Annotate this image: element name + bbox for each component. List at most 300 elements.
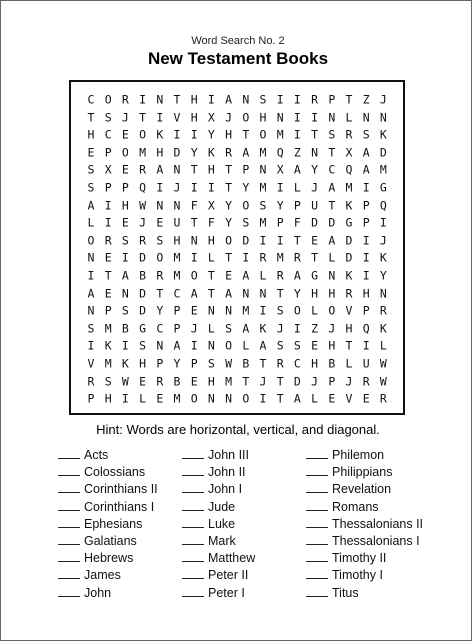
grid-letter[interactable]: O — [225, 233, 233, 248]
answer-blank[interactable] — [58, 499, 80, 511]
grid-letter[interactable]: T — [87, 109, 95, 124]
grid-letter[interactable]: S — [121, 303, 129, 318]
grid-letter[interactable]: M — [379, 162, 387, 177]
grid-letter[interactable]: S — [225, 321, 233, 336]
grid-letter[interactable]: R — [121, 92, 129, 107]
grid-letter[interactable]: H — [207, 233, 215, 248]
grid-letter[interactable]: P — [104, 303, 112, 318]
grid-letter[interactable]: H — [345, 321, 353, 336]
grid-letter[interactable]: I — [242, 250, 250, 265]
grid-letter[interactable]: Y — [225, 215, 233, 230]
grid-letter[interactable]: L — [345, 109, 353, 124]
grid-letter[interactable]: I — [293, 127, 301, 142]
grid-letter[interactable]: R — [139, 233, 147, 248]
grid-letter[interactable]: M — [104, 321, 112, 336]
grid-letter[interactable]: N — [242, 92, 250, 107]
grid-letter[interactable]: H — [311, 285, 319, 300]
grid-letter[interactable]: I — [190, 338, 198, 353]
grid-letter[interactable]: N — [207, 391, 215, 406]
grid-letter[interactable]: N — [156, 92, 164, 107]
grid-letter[interactable]: H — [362, 285, 370, 300]
grid-letter[interactable]: A — [225, 92, 233, 107]
grid-letter[interactable]: O — [121, 145, 129, 160]
grid-letter[interactable]: A — [328, 233, 336, 248]
grid-letter[interactable]: I — [259, 391, 267, 406]
grid-letter[interactable]: I — [362, 338, 370, 353]
grid-letter[interactable]: B — [242, 356, 250, 371]
grid-letter[interactable]: D — [379, 145, 387, 160]
grid-letter[interactable]: T — [207, 268, 215, 283]
answer-blank[interactable] — [182, 499, 204, 511]
grid-letter[interactable]: P — [362, 197, 370, 212]
grid-letter[interactable]: I — [293, 92, 301, 107]
grid-letter[interactable]: Y — [173, 356, 181, 371]
grid-letter[interactable]: C — [173, 285, 181, 300]
grid-letter[interactable]: T — [311, 127, 319, 142]
grid-letter[interactable]: T — [276, 285, 284, 300]
grid-letter[interactable]: B — [121, 321, 129, 336]
grid-letter[interactable]: C — [293, 356, 301, 371]
grid-letter[interactable]: I — [311, 109, 319, 124]
grid-letter[interactable]: T — [173, 92, 181, 107]
grid-letter[interactable]: R — [276, 356, 284, 371]
grid-letter[interactable]: J — [345, 373, 353, 388]
grid-letter[interactable]: M — [259, 180, 267, 195]
grid-letter[interactable]: E — [121, 162, 129, 177]
answer-blank[interactable] — [182, 533, 204, 545]
grid-letter[interactable]: D — [311, 215, 319, 230]
grid-letter[interactable]: I — [362, 250, 370, 265]
grid-letter[interactable]: H — [156, 145, 164, 160]
grid-letter[interactable]: N — [362, 109, 370, 124]
answer-blank[interactable] — [182, 447, 204, 459]
grid-letter[interactable]: I — [190, 250, 198, 265]
grid-letter[interactable]: H — [190, 92, 198, 107]
grid-letter[interactable]: H — [139, 356, 147, 371]
grid-letter[interactable]: U — [311, 197, 319, 212]
grid-letter[interactable]: C — [156, 321, 164, 336]
grid-letter[interactable]: S — [121, 233, 129, 248]
grid-letter[interactable]: X — [276, 162, 284, 177]
grid-letter[interactable]: X — [104, 162, 112, 177]
grid-letter[interactable]: S — [87, 180, 95, 195]
grid-letter[interactable]: N — [328, 268, 336, 283]
grid-letter[interactable]: T — [259, 356, 267, 371]
grid-letter[interactable]: H — [311, 356, 319, 371]
grid-letter[interactable]: E — [156, 391, 164, 406]
grid-letter[interactable]: P — [328, 373, 336, 388]
grid-letter[interactable]: H — [259, 109, 267, 124]
grid-letter[interactable]: R — [345, 285, 353, 300]
grid-letter[interactable]: Y — [207, 127, 215, 142]
grid-letter[interactable]: K — [379, 250, 387, 265]
grid-letter[interactable]: P — [190, 356, 198, 371]
grid-letter[interactable]: M — [259, 145, 267, 160]
grid-letter[interactable]: V — [173, 109, 181, 124]
answer-blank[interactable] — [306, 481, 328, 493]
grid-letter[interactable]: I — [276, 233, 284, 248]
grid-letter[interactable]: C — [104, 127, 112, 142]
grid-letter[interactable]: S — [139, 338, 147, 353]
grid-letter[interactable]: A — [225, 285, 233, 300]
grid-letter[interactable]: I — [173, 127, 181, 142]
grid-letter[interactable]: A — [87, 285, 95, 300]
grid-letter[interactable]: W — [139, 197, 147, 212]
grid-letter[interactable]: P — [104, 145, 112, 160]
grid-letter[interactable]: M — [173, 391, 181, 406]
grid-letter[interactable]: D — [293, 373, 301, 388]
grid-letter[interactable]: Y — [311, 162, 319, 177]
grid-letter[interactable]: V — [345, 391, 353, 406]
answer-blank[interactable] — [58, 585, 80, 597]
grid-letter[interactable]: Y — [242, 180, 250, 195]
grid-letter[interactable]: L — [328, 250, 336, 265]
grid-letter[interactable]: H — [173, 233, 181, 248]
grid-letter[interactable]: H — [328, 285, 336, 300]
grid-letter[interactable]: A — [121, 268, 129, 283]
grid-letter[interactable]: A — [362, 145, 370, 160]
grid-letter[interactable]: E — [328, 391, 336, 406]
grid-letter[interactable]: R — [379, 391, 387, 406]
grid-letter[interactable]: A — [242, 145, 250, 160]
grid-letter[interactable]: E — [225, 268, 233, 283]
grid-letter[interactable]: N — [207, 338, 215, 353]
grid-letter[interactable]: K — [156, 127, 164, 142]
grid-letter[interactable]: N — [379, 285, 387, 300]
grid-letter[interactable]: R — [379, 303, 387, 318]
grid-letter[interactable]: T — [242, 373, 250, 388]
grid-letter[interactable]: N — [173, 197, 181, 212]
grid-letter[interactable]: K — [121, 356, 129, 371]
grid-letter[interactable]: M — [276, 250, 284, 265]
grid-letter[interactable]: I — [293, 109, 301, 124]
grid-letter[interactable]: E — [121, 215, 129, 230]
grid-letter[interactable]: P — [276, 215, 284, 230]
grid-letter[interactable]: X — [345, 145, 353, 160]
grid-letter[interactable]: Q — [362, 321, 370, 336]
grid-letter[interactable]: J — [379, 92, 387, 107]
grid-letter[interactable]: V — [345, 303, 353, 318]
grid-letter[interactable]: D — [139, 250, 147, 265]
grid-letter[interactable]: J — [173, 180, 181, 195]
grid-letter[interactable]: R — [225, 145, 233, 160]
grid-letter[interactable]: S — [362, 127, 370, 142]
answer-blank[interactable] — [58, 533, 80, 545]
grid-letter[interactable]: E — [190, 303, 198, 318]
grid-letter[interactable]: A — [259, 338, 267, 353]
grid-letter[interactable]: R — [104, 233, 112, 248]
grid-letter[interactable]: O — [293, 303, 301, 318]
grid-letter[interactable]: P — [156, 356, 164, 371]
answer-blank[interactable] — [58, 464, 80, 476]
grid-letter[interactable]: L — [207, 321, 215, 336]
grid-letter[interactable]: I — [156, 180, 164, 195]
grid-letter[interactable]: Y — [379, 268, 387, 283]
grid-letter[interactable]: P — [362, 303, 370, 318]
grid-letter[interactable]: N — [259, 285, 267, 300]
grid-letter[interactable]: I — [276, 92, 284, 107]
grid-letter[interactable]: H — [121, 197, 129, 212]
grid-letter[interactable]: E — [121, 127, 129, 142]
grid-letter[interactable]: I — [121, 338, 129, 353]
grid-letter[interactable]: S — [259, 197, 267, 212]
grid-letter[interactable]: Q — [345, 162, 353, 177]
answer-blank[interactable] — [306, 567, 328, 579]
grid-letter[interactable]: T — [225, 250, 233, 265]
grid-letter[interactable]: I — [293, 321, 301, 336]
grid-letter[interactable]: E — [362, 391, 370, 406]
grid-letter[interactable]: H — [104, 391, 112, 406]
answer-blank[interactable] — [182, 516, 204, 528]
grid-letter[interactable]: R — [276, 268, 284, 283]
grid-letter[interactable]: H — [207, 373, 215, 388]
grid-letter[interactable]: J — [259, 373, 267, 388]
grid-letter[interactable]: O — [87, 233, 95, 248]
grid-letter[interactable]: O — [156, 250, 164, 265]
grid-letter[interactable]: F — [293, 215, 301, 230]
grid-letter[interactable]: N — [156, 197, 164, 212]
grid-letter[interactable]: N — [156, 338, 164, 353]
grid-letter[interactable]: G — [345, 215, 353, 230]
answer-blank[interactable] — [306, 516, 328, 528]
grid-letter[interactable]: W — [379, 356, 387, 371]
grid-letter[interactable]: N — [190, 233, 198, 248]
grid-letter[interactable]: Z — [362, 92, 370, 107]
grid-letter[interactable]: B — [328, 356, 336, 371]
grid-letter[interactable]: O — [139, 127, 147, 142]
grid-letter[interactable]: N — [311, 145, 319, 160]
grid-letter[interactable]: N — [225, 391, 233, 406]
grid-letter[interactable]: Z — [293, 145, 301, 160]
grid-letter[interactable]: R — [345, 127, 353, 142]
grid-letter[interactable]: J — [328, 321, 336, 336]
grid-letter[interactable]: S — [259, 92, 267, 107]
answer-blank[interactable] — [58, 516, 80, 528]
grid-letter[interactable]: O — [242, 197, 250, 212]
grid-letter[interactable]: K — [345, 197, 353, 212]
grid-letter[interactable]: P — [362, 215, 370, 230]
grid-letter[interactable]: A — [173, 338, 181, 353]
grid-letter[interactable]: S — [156, 233, 164, 248]
grid-letter[interactable]: T — [190, 215, 198, 230]
grid-letter[interactable]: I — [276, 180, 284, 195]
grid-letter[interactable]: V — [87, 356, 95, 371]
grid-letter[interactable]: A — [293, 162, 301, 177]
grid-letter[interactable]: I — [362, 233, 370, 248]
grid-letter[interactable]: M — [276, 127, 284, 142]
answer-blank[interactable] — [58, 481, 80, 493]
grid-letter[interactable]: W — [121, 373, 129, 388]
grid-letter[interactable]: R — [293, 250, 301, 265]
grid-letter[interactable]: J — [311, 180, 319, 195]
grid-letter[interactable]: J — [379, 233, 387, 248]
grid-letter[interactable]: N — [173, 162, 181, 177]
grid-letter[interactable]: N — [225, 303, 233, 318]
grid-letter[interactable]: A — [87, 197, 95, 212]
grid-letter[interactable]: E — [139, 373, 147, 388]
grid-letter[interactable]: T — [328, 197, 336, 212]
grid-letter[interactable]: I — [104, 215, 112, 230]
grid-letter[interactable]: A — [293, 391, 301, 406]
grid-letter[interactable]: S — [276, 303, 284, 318]
grid-letter[interactable]: Y — [276, 197, 284, 212]
grid-letter[interactable]: S — [293, 338, 301, 353]
grid-letter[interactable]: T — [190, 162, 198, 177]
grid-letter[interactable]: C — [328, 162, 336, 177]
grid-letter[interactable]: T — [207, 285, 215, 300]
answer-blank[interactable] — [58, 550, 80, 562]
grid-letter[interactable]: L — [345, 356, 353, 371]
grid-letter[interactable]: P — [87, 391, 95, 406]
grid-letter[interactable]: D — [345, 250, 353, 265]
grid-letter[interactable]: L — [293, 180, 301, 195]
answer-blank[interactable] — [306, 464, 328, 476]
grid-letter[interactable]: I — [104, 197, 112, 212]
grid-letter[interactable]: Y — [225, 197, 233, 212]
grid-letter[interactable]: K — [104, 338, 112, 353]
grid-letter[interactable]: D — [328, 215, 336, 230]
grid-letter[interactable]: B — [139, 268, 147, 283]
grid-letter[interactable]: I — [121, 250, 129, 265]
grid-letter[interactable]: P — [328, 92, 336, 107]
grid-letter[interactable]: H — [225, 127, 233, 142]
grid-letter[interactable]: T — [311, 250, 319, 265]
grid-letter[interactable]: H — [87, 127, 95, 142]
grid-letter[interactable]: L — [207, 250, 215, 265]
grid-letter[interactable]: R — [259, 250, 267, 265]
grid-letter[interactable]: P — [173, 321, 181, 336]
grid-letter[interactable]: T — [276, 373, 284, 388]
grid-letter[interactable]: N — [328, 109, 336, 124]
grid-letter[interactable]: A — [242, 268, 250, 283]
grid-letter[interactable]: I — [190, 127, 198, 142]
grid-letter[interactable]: R — [311, 92, 319, 107]
grid-letter[interactable]: T — [293, 233, 301, 248]
grid-letter[interactable]: I — [259, 303, 267, 318]
grid-letter[interactable]: J — [225, 109, 233, 124]
grid-letter[interactable]: S — [104, 109, 112, 124]
grid-letter[interactable]: M — [242, 303, 250, 318]
grid-letter[interactable]: T — [345, 92, 353, 107]
grid-letter[interactable]: A — [190, 285, 198, 300]
grid-letter[interactable]: E — [190, 373, 198, 388]
grid-letter[interactable]: M — [259, 215, 267, 230]
grid-letter[interactable]: A — [362, 162, 370, 177]
grid-letter[interactable]: O — [242, 391, 250, 406]
grid-letter[interactable]: M — [225, 373, 233, 388]
grid-letter[interactable]: J — [121, 109, 129, 124]
grid-letter[interactable]: L — [311, 391, 319, 406]
grid-letter[interactable]: Y — [156, 303, 164, 318]
grid-letter[interactable]: T — [156, 285, 164, 300]
grid-letter[interactable]: D — [139, 285, 147, 300]
grid-letter[interactable]: K — [345, 268, 353, 283]
grid-letter[interactable]: E — [104, 250, 112, 265]
answer-blank[interactable] — [182, 585, 204, 597]
grid-letter[interactable]: I — [362, 180, 370, 195]
grid-letter[interactable]: T — [139, 109, 147, 124]
grid-letter[interactable]: N — [87, 303, 95, 318]
grid-letter[interactable]: O — [190, 268, 198, 283]
grid-letter[interactable]: W — [225, 356, 233, 371]
answer-blank[interactable] — [306, 447, 328, 459]
grid-letter[interactable]: G — [139, 321, 147, 336]
grid-letter[interactable]: X — [207, 109, 215, 124]
grid-letter[interactable]: I — [87, 268, 95, 283]
grid-letter[interactable]: L — [259, 268, 267, 283]
grid-letter[interactable]: I — [207, 180, 215, 195]
grid-letter[interactable]: P — [293, 197, 301, 212]
grid-letter[interactable]: S — [207, 356, 215, 371]
answer-blank[interactable] — [182, 550, 204, 562]
grid-letter[interactable]: T — [104, 268, 112, 283]
grid-letter[interactable]: O — [242, 109, 250, 124]
grid-letter[interactable]: R — [139, 162, 147, 177]
grid-letter[interactable]: A — [242, 321, 250, 336]
grid-letter[interactable]: M — [104, 356, 112, 371]
grid-letter[interactable]: F — [207, 215, 215, 230]
grid-letter[interactable]: O — [259, 127, 267, 142]
grid-letter[interactable]: L — [242, 338, 250, 353]
grid-letter[interactable]: A — [328, 180, 336, 195]
grid-letter[interactable]: F — [190, 197, 198, 212]
grid-letter[interactable]: N — [207, 303, 215, 318]
grid-letter[interactable]: R — [156, 268, 164, 283]
grid-letter[interactable]: D — [242, 233, 250, 248]
grid-letter[interactable]: U — [173, 215, 181, 230]
grid-letter[interactable]: G — [311, 268, 319, 283]
grid-letter[interactable]: S — [242, 215, 250, 230]
grid-letter[interactable]: H — [207, 162, 215, 177]
answer-blank[interactable] — [58, 447, 80, 459]
answer-blank[interactable] — [306, 533, 328, 545]
grid-letter[interactable]: J — [311, 373, 319, 388]
grid-letter[interactable]: T — [242, 127, 250, 142]
grid-letter[interactable]: N — [276, 109, 284, 124]
grid-letter[interactable]: I — [207, 92, 215, 107]
grid-letter[interactable]: K — [379, 127, 387, 142]
grid-letter[interactable]: T — [345, 338, 353, 353]
grid-letter[interactable]: N — [259, 162, 267, 177]
answer-blank[interactable] — [306, 585, 328, 597]
grid-letter[interactable]: I — [87, 338, 95, 353]
grid-letter[interactable]: Y — [190, 145, 198, 160]
grid-letter[interactable]: N — [242, 285, 250, 300]
grid-letter[interactable]: G — [379, 180, 387, 195]
grid-letter[interactable]: E — [87, 145, 95, 160]
grid-letter[interactable]: S — [87, 162, 95, 177]
grid-letter[interactable]: K — [259, 321, 267, 336]
grid-letter[interactable]: O — [225, 338, 233, 353]
grid-letter[interactable]: P — [121, 180, 129, 195]
grid-letter[interactable]: H — [190, 109, 198, 124]
grid-letter[interactable]: J — [190, 321, 198, 336]
grid-letter[interactable]: P — [173, 303, 181, 318]
grid-letter[interactable]: Q — [276, 145, 284, 160]
grid-letter[interactable]: E — [156, 215, 164, 230]
grid-letter[interactable]: P — [104, 180, 112, 195]
grid-letter[interactable]: E — [311, 338, 319, 353]
grid-letter[interactable]: T — [276, 391, 284, 406]
answer-blank[interactable] — [58, 567, 80, 579]
grid-letter[interactable]: I — [190, 180, 198, 195]
grid-letter[interactable]: T — [328, 145, 336, 160]
grid-letter[interactable]: D — [173, 145, 181, 160]
answer-blank[interactable] — [182, 481, 204, 493]
grid-letter[interactable]: S — [87, 321, 95, 336]
grid-letter[interactable]: D — [139, 303, 147, 318]
grid-letter[interactable]: M — [345, 180, 353, 195]
